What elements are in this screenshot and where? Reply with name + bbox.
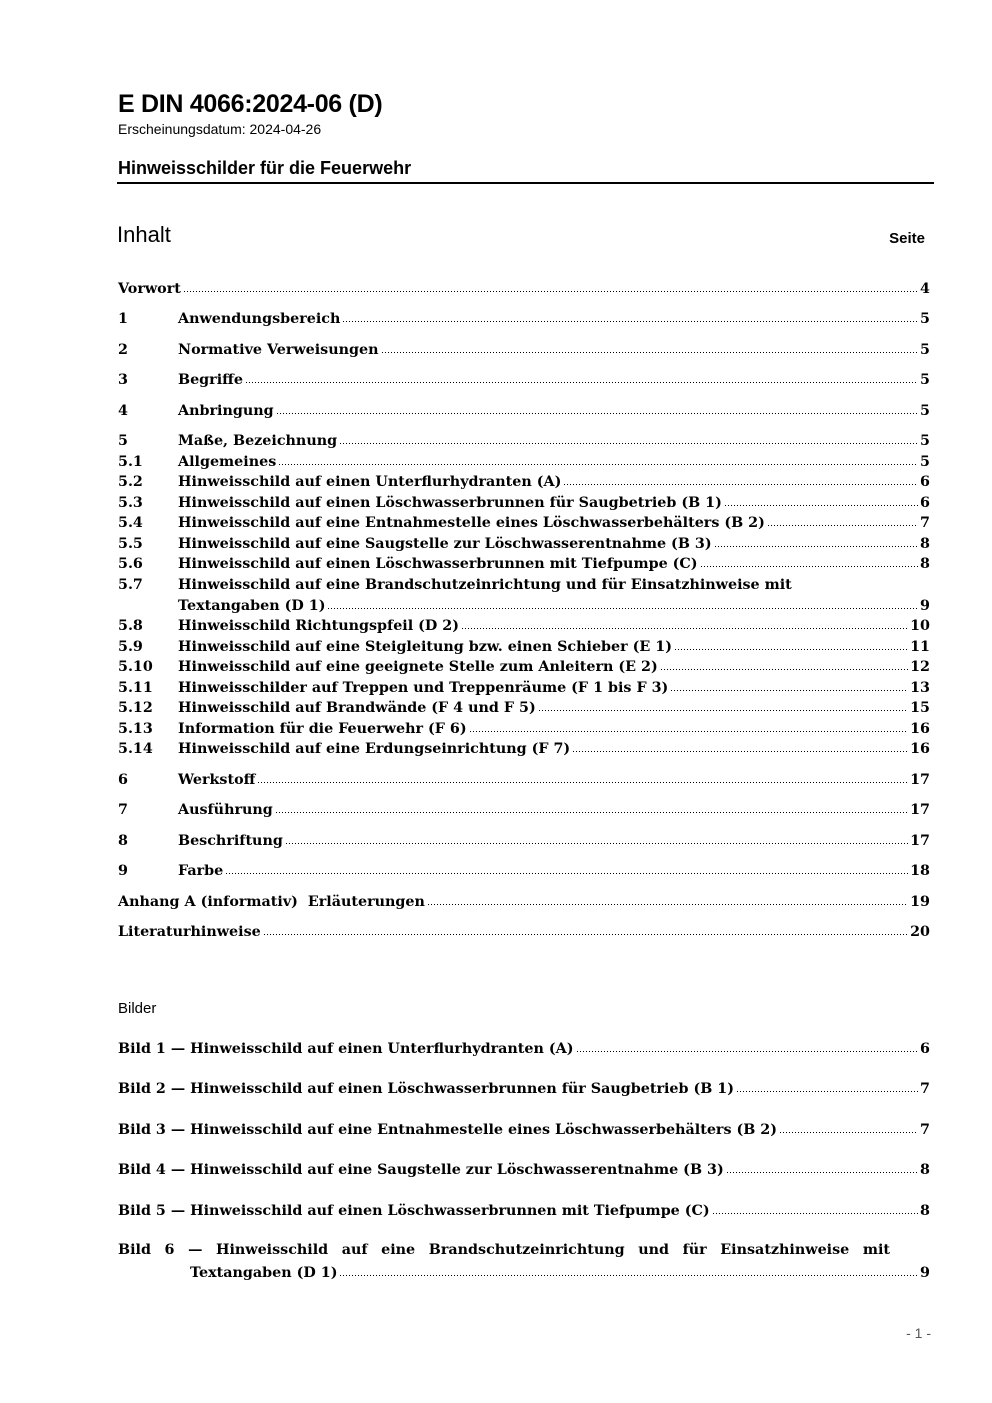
header-rule bbox=[117, 182, 934, 184]
toc-title: Ausführung bbox=[178, 802, 273, 818]
toc-page: 16 bbox=[910, 721, 930, 737]
figure-page: 8 bbox=[920, 1162, 930, 1178]
toc-number: 5.13 bbox=[118, 721, 153, 737]
toc-entry-5-1[interactable] bbox=[118, 452, 930, 473]
toc-leader bbox=[700, 565, 919, 568]
toc-entry-5-7-line2[interactable] bbox=[118, 596, 930, 617]
toc-number: 5.3 bbox=[118, 495, 143, 511]
toc-page: 5 bbox=[920, 311, 930, 327]
figure-leader bbox=[712, 1212, 918, 1215]
toc-title: Werkstoff bbox=[178, 772, 256, 788]
toc-entry-5-7-line1[interactable] bbox=[118, 575, 930, 596]
figure-title-word: 6 bbox=[164, 1242, 175, 1258]
toc-page: 19 bbox=[910, 894, 930, 910]
toc-page: 17 bbox=[910, 772, 930, 788]
toc-leader bbox=[276, 412, 918, 415]
toc-title: Anwendungsbereich bbox=[178, 311, 341, 327]
toc-leader bbox=[339, 442, 918, 445]
toc-title: Information für die Feuerwehr (F 6) bbox=[178, 721, 467, 737]
toc-leader bbox=[263, 933, 908, 936]
toc-entry-5-9[interactable] bbox=[118, 637, 930, 658]
toc-page: 17 bbox=[910, 802, 930, 818]
figure-leader bbox=[726, 1171, 918, 1174]
toc-leader bbox=[285, 842, 908, 845]
toc-number: 5.9 bbox=[118, 639, 143, 655]
figure-leader bbox=[339, 1274, 918, 1277]
toc-entry-5-12[interactable] bbox=[118, 698, 930, 719]
toc-page: 17 bbox=[910, 833, 930, 849]
toc-title: Hinweisschild auf eine geeignete Stelle zum Anleitern (E 2) bbox=[178, 659, 658, 675]
toc-page: 5 bbox=[920, 372, 930, 388]
figure-entry-2[interactable] bbox=[118, 1079, 930, 1100]
toc-entry-9[interactable] bbox=[118, 861, 930, 882]
toc-leader bbox=[674, 648, 908, 651]
toc-page: 15 bbox=[910, 700, 930, 716]
toc-page: 16 bbox=[910, 741, 930, 757]
toc-page: 5 bbox=[920, 342, 930, 358]
toc-leader bbox=[245, 381, 918, 384]
toc-number: 5.12 bbox=[118, 700, 153, 716]
toc-entry-5-13[interactable] bbox=[118, 719, 930, 740]
toc-leader bbox=[427, 903, 908, 906]
toc-title: Hinweisschild auf Brandwände (F 4 und F 5) bbox=[178, 700, 536, 716]
toc-page: 18 bbox=[910, 863, 930, 879]
figure-title-word: Bild bbox=[118, 1242, 151, 1258]
toc-leader bbox=[469, 730, 909, 733]
toc-leader bbox=[670, 689, 908, 692]
toc-page: 4 bbox=[920, 281, 930, 297]
toc-page: 8 bbox=[920, 556, 930, 572]
toc-leader bbox=[327, 607, 918, 610]
figure-leader bbox=[779, 1131, 918, 1134]
toc-entry-6[interactable] bbox=[118, 770, 930, 791]
toc-number: 4 bbox=[118, 403, 128, 419]
figure-title-word: auf bbox=[341, 1242, 368, 1258]
toc-leader bbox=[724, 504, 918, 507]
toc-entry-8[interactable] bbox=[118, 831, 930, 852]
toc-entry-5-6[interactable] bbox=[118, 554, 930, 575]
figure-page: 8 bbox=[920, 1203, 930, 1219]
toc-number: 5.6 bbox=[118, 556, 143, 572]
page-number: - 1 - bbox=[906, 1325, 931, 1341]
figure-title-word: und bbox=[638, 1242, 670, 1258]
toc-entry-5-14[interactable] bbox=[118, 739, 930, 760]
figure-title-word: mit bbox=[862, 1242, 890, 1258]
toc-leader bbox=[183, 290, 918, 293]
figure-title: Bild 2 — Hinweisschild auf einen Löschwasserbrunnen für Saugbetrieb (B 1) bbox=[118, 1081, 735, 1097]
figure-page: 7 bbox=[920, 1122, 930, 1138]
toc-entry-5-8[interactable] bbox=[118, 616, 930, 637]
toc-number: 7 bbox=[118, 802, 128, 818]
toc-leader bbox=[538, 709, 908, 712]
toc-leader bbox=[461, 627, 908, 630]
toc-leader bbox=[381, 351, 919, 354]
figure-title-word: eine bbox=[381, 1242, 416, 1258]
toc-number: 5.5 bbox=[118, 536, 143, 552]
figures-heading: Bilder bbox=[118, 1000, 157, 1017]
toc-title: Allgemeines bbox=[178, 454, 277, 470]
contents-heading: Inhalt bbox=[117, 222, 171, 247]
toc-title: Hinweisschild auf eine Erdungseinrichtung (F 7) bbox=[178, 741, 571, 757]
figure-leader bbox=[736, 1090, 918, 1093]
toc-title: Hinweisschilder auf Treppen und Treppenräume (F 1 bis F 3) bbox=[178, 680, 669, 696]
toc-number: 5.10 bbox=[118, 659, 153, 675]
toc-number: 5.14 bbox=[118, 741, 153, 757]
toc-entry-annex-a[interactable] bbox=[118, 892, 930, 913]
toc-title: Maße, Bezeichnung bbox=[178, 433, 338, 449]
toc-number: 5.1 bbox=[118, 454, 143, 470]
toc-entry-5[interactable] bbox=[118, 431, 930, 452]
toc-entry-5-2[interactable] bbox=[118, 472, 930, 493]
toc-page: 10 bbox=[910, 618, 930, 634]
toc-leader bbox=[572, 750, 908, 753]
toc-title: Hinweisschild Richtungspfeil (D 2) bbox=[178, 618, 459, 634]
toc-page: 5 bbox=[920, 433, 930, 449]
figure-title-word: — bbox=[188, 1242, 203, 1258]
figure-entry-6-line2[interactable] bbox=[190, 1263, 930, 1284]
figure-leader bbox=[576, 1050, 919, 1053]
figure-entry-1[interactable] bbox=[118, 1039, 930, 1060]
toc-page: 8 bbox=[920, 536, 930, 552]
toc-leader bbox=[660, 668, 908, 671]
toc-leader bbox=[275, 811, 908, 814]
figure-entry-4[interactable] bbox=[118, 1160, 930, 1181]
toc-number: 6 bbox=[118, 772, 128, 788]
figure-title-word: Hinweisschild bbox=[215, 1242, 329, 1258]
toc-entry-foreword[interactable] bbox=[118, 279, 930, 300]
toc-number: 8 bbox=[118, 833, 128, 849]
toc-entry-5-3[interactable] bbox=[118, 493, 930, 514]
toc-title: Hinweisschild auf einen Löschwasserbrunnen für Saugbetrieb (B 1) bbox=[178, 495, 722, 511]
toc-title: Vorwort bbox=[118, 281, 181, 297]
toc-number: 9 bbox=[118, 863, 128, 879]
toc-entry-5-10[interactable] bbox=[118, 657, 930, 678]
toc-title: Normative Verweisungen bbox=[178, 342, 379, 358]
toc-title: Hinweisschild auf eine Saugstelle zur Löschwasserentnahme (B 3) bbox=[178, 536, 712, 552]
toc-page: 9 bbox=[920, 598, 930, 614]
figure-page: 7 bbox=[920, 1081, 930, 1097]
figure-title: Bild 5 — Hinweisschild auf einen Löschwasserbrunnen mit Tiefpumpe (C) bbox=[118, 1203, 710, 1219]
toc-page: 20 bbox=[910, 924, 930, 940]
figure-title-continuation: Textangaben (D 1) bbox=[190, 1265, 338, 1281]
toc-title: Hinweisschild auf einen Unterflurhydranten (A) bbox=[178, 474, 562, 490]
toc-entry-3[interactable] bbox=[118, 370, 930, 391]
toc-entry-7[interactable] bbox=[118, 800, 930, 821]
document-subject: Hinweisschilder für die Feuerwehr bbox=[118, 158, 412, 178]
toc-entry-2[interactable] bbox=[118, 340, 930, 361]
toc-number: 1 bbox=[118, 311, 128, 327]
toc-number: 5 bbox=[118, 433, 128, 449]
figure-title-word: Einsatzhinweise bbox=[720, 1242, 850, 1258]
toc-page: 11 bbox=[910, 639, 930, 655]
toc-title: Farbe bbox=[178, 863, 224, 879]
toc-page: 7 bbox=[920, 515, 930, 531]
toc-leader bbox=[563, 483, 918, 486]
toc-entry-4[interactable] bbox=[118, 401, 930, 422]
toc-number: 2 bbox=[118, 342, 128, 358]
toc-leader bbox=[342, 320, 918, 323]
toc-number: 5.4 bbox=[118, 515, 143, 531]
toc-leader bbox=[225, 872, 908, 875]
page-column-heading: Seite bbox=[889, 230, 925, 247]
figure-title-word: Brandschutzeinrichtung bbox=[428, 1242, 625, 1258]
toc-page: 6 bbox=[920, 474, 930, 490]
toc-page: 12 bbox=[910, 659, 930, 675]
toc-leader bbox=[767, 524, 918, 527]
figure-entry-6-line1[interactable] bbox=[118, 1240, 890, 1261]
toc-leader bbox=[278, 463, 918, 466]
toc-title: Begriffe bbox=[178, 372, 243, 388]
toc-number: 5.11 bbox=[118, 680, 153, 696]
toc-title-continuation: Textangaben (D 1) bbox=[178, 598, 326, 614]
publication-date: Erscheinungsdatum: 2024-04-26 bbox=[118, 121, 322, 137]
document-title: E DIN 4066:2024-06 (D) bbox=[118, 90, 383, 118]
toc-number: 5.7 bbox=[118, 577, 143, 593]
toc-title: Beschriftung bbox=[178, 833, 283, 849]
toc-entry-5-4[interactable] bbox=[118, 513, 930, 534]
toc-leader bbox=[257, 781, 908, 784]
toc-number: 3 bbox=[118, 372, 128, 388]
figure-page: 6 bbox=[920, 1041, 930, 1057]
figure-title: Bild 3 — Hinweisschild auf eine Entnahmestelle eines Löschwasserbehälters (B 2) bbox=[118, 1122, 778, 1138]
toc-title: Hinweisschild auf eine Brandschutzeinrichtung und für Einsatzhinweise mit bbox=[178, 577, 792, 593]
toc-leader bbox=[714, 545, 918, 548]
toc-title: Literaturhinweise bbox=[118, 924, 261, 940]
toc-page: 13 bbox=[910, 680, 930, 696]
toc-page: 5 bbox=[920, 454, 930, 470]
toc-number: 5.8 bbox=[118, 618, 143, 634]
toc-page: 6 bbox=[920, 495, 930, 511]
toc-entry-5-5[interactable] bbox=[118, 534, 930, 555]
toc-page: 5 bbox=[920, 403, 930, 419]
figure-title: Bild 4 — Hinweisschild auf eine Saugstelle zur Löschwasserentnahme (B 3) bbox=[118, 1162, 724, 1178]
toc-number: 5.2 bbox=[118, 474, 143, 490]
toc-title: Hinweisschild auf einen Löschwasserbrunnen mit Tiefpumpe (C) bbox=[178, 556, 698, 572]
figure-entry-5[interactable] bbox=[118, 1201, 930, 1222]
figure-page: 9 bbox=[920, 1265, 930, 1281]
toc-entry-1[interactable] bbox=[118, 309, 930, 330]
figure-title: Bild 1 — Hinweisschild auf einen Unterflurhydranten (A) bbox=[118, 1041, 574, 1057]
toc-entry-5-11[interactable] bbox=[118, 678, 930, 699]
toc-title: Anhang A (informativ) Erläuterungen bbox=[118, 894, 425, 910]
toc-title: Hinweisschild auf eine Entnahmestelle eines Löschwasserbehälters (B 2) bbox=[178, 515, 765, 531]
figure-title-word: für bbox=[682, 1242, 707, 1258]
toc-title: Hinweisschild auf eine Steigleitung bzw. einen Schieber (E 1) bbox=[178, 639, 672, 655]
figure-entry-3[interactable] bbox=[118, 1120, 930, 1141]
toc-entry-bibliography[interactable] bbox=[118, 922, 930, 943]
toc-title: Anbringung bbox=[178, 403, 274, 419]
